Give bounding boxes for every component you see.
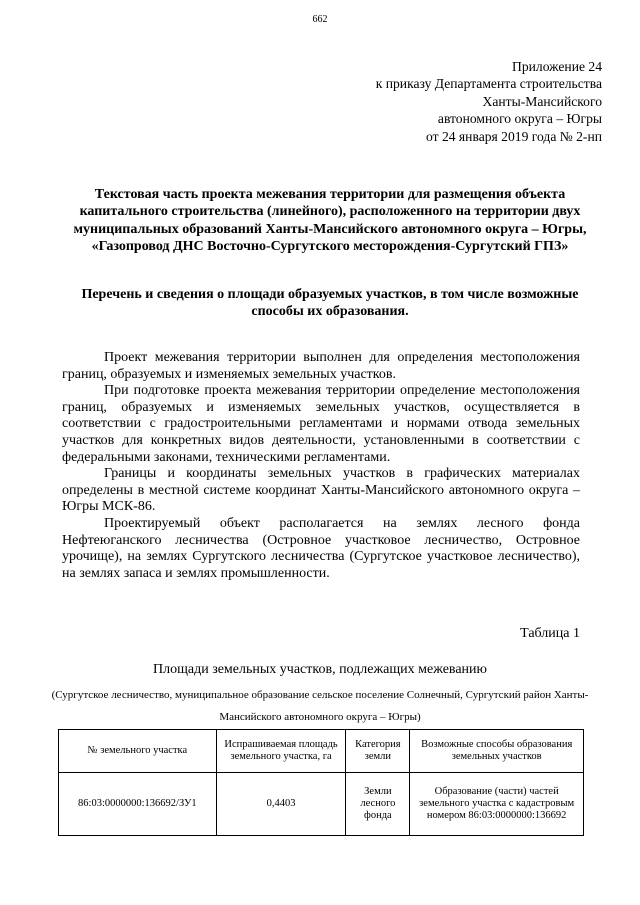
body-paragraph: Границы и координаты земельных участков в графических материалах определены в местной системе координат Ханты-Мансийского автономного округа – Югры МСК-86. <box>62 466 580 515</box>
table-cell: Земли лесного фонда <box>346 773 410 836</box>
appendix-line: от 24 января 2019 года № 2-нп <box>425 128 602 144</box>
body-paragraph: При подготовке проекта межевания территории определение местоположения границ, образуемых и изменяемых земельных участков, осуществляется в соответствии с градостроительными регламентами и нормами отвода земельных участков для конкретных видов деятельности, установленными в соответствии с федеральными законами, техническими регламентами. <box>62 383 580 465</box>
appendix-line: Приложение 24 <box>512 59 602 74</box>
table-cell: 86:03:0000000:136692/ЗУ1 <box>59 773 217 836</box>
appendix-line: автономного округа – Югры <box>437 111 602 127</box>
appendix-block <box>376 58 602 145</box>
land-plots-table <box>58 729 584 836</box>
body-paragraph: Проектируемый объект располагается на землях лесного фонда Нефтеюганского лесничества (Островное участковое лесничество, Островное урочище), на землях Сургутского лесничества (Сургутское участковое лесничество), на землях запаса и землях промышленности. <box>62 515 580 581</box>
section-subtitle: Перечень и сведения о площади образуемых участков, в том числе возможные способы их образования. <box>81 287 579 320</box>
table-label: Таблица 1 <box>520 626 580 641</box>
table-subcaption: (Сургутское лесничество, муниципальное образование сельское поселение Солнечный, Сургутский район Ханты-Мансийского автономного округа – Югры) <box>51 689 589 723</box>
header-cell: Категория земли <box>346 730 410 773</box>
document-title: Текстовая часть проекта межевания территории для размещения объекта капитального строительства (линейного), расположенного на территории двух муниципальных образований Ханты-Мансийского автономного округа – Югры, «Газопровод ДНС Восточно-Сургутского месторождения-Сургутский ГПЗ» <box>73 187 587 255</box>
header-cell: № земельного участка <box>59 730 217 773</box>
appendix-line: к приказу Департамента строительства <box>375 76 602 92</box>
table-cell: Образование (части) частей земельного участка с кадастровым номером 86:03:0000000:136692 <box>410 773 584 836</box>
header-cell: Испрашиваемая площадь земельного участка, га <box>216 730 346 773</box>
page-number: 662 <box>312 14 328 25</box>
table-cell: 0,4403 <box>216 773 346 836</box>
table-header-row <box>59 730 584 773</box>
appendix-line: Ханты-Мансийского <box>482 93 602 109</box>
table-row <box>59 773 584 836</box>
header-cell: Возможные способы образования земельных участков <box>410 730 584 773</box>
body-text <box>62 350 580 582</box>
body-paragraph: Проект межевания территории выполнен для определения местоположения границ, образуемых и изменяемых земельных участков. <box>62 350 580 382</box>
table-caption: Площади земельных участков, подлежащих межеванию <box>152 662 487 677</box>
